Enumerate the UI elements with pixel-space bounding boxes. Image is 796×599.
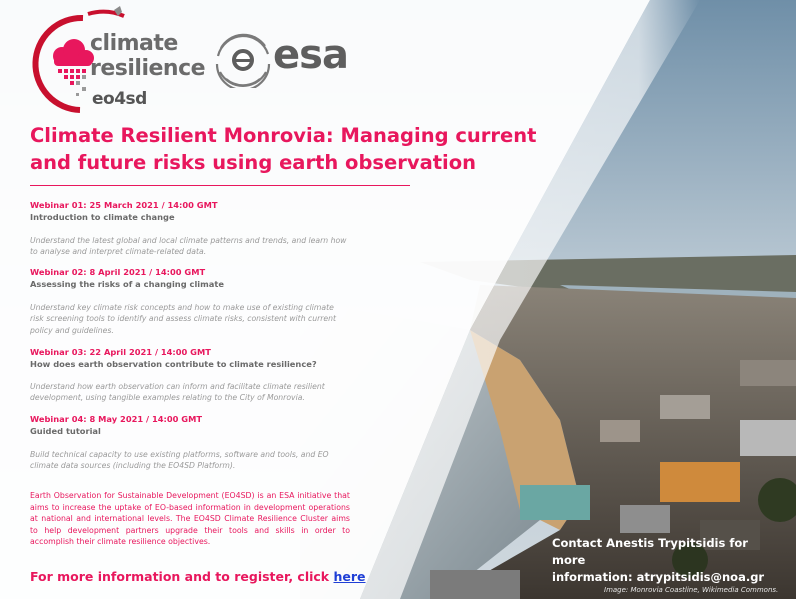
esa-logo [215,30,375,92]
logo-word-climate: climate [90,31,178,56]
image-credit: Image: Monrovia Coastline, Wikimedia Commons. [604,586,779,594]
register-line [30,569,366,584]
page-title: Climate Resilient Monrovia: Managing current and future risks using earth observation [30,124,537,174]
contact-line-2: information: atrypitsidis@noa.gr [552,570,765,584]
eo4sd-about-paragraph: Earth Observation for Sustainable Development (EO4SD) is an ESA initiative that aims to increase the uptake of EO-based information in development operations at national and international levels. The EO4SD Climate Resilience Cluster aims to help development partners upgrade their tools and skills in order to accomplish their climate resilience objectives. [30,491,350,547]
webinar-03-heading: Webinar 03: 22 April 2021 / 14:00 GMT [30,347,211,357]
webinar-02-subtitle: Assessing the risks of a changing climate [30,279,224,289]
webinar-02-description: Understand key climate risk concepts and how to make use of existing climate risk screening tools to identify and assess climate risks, consistent with current policy and guidelines. [30,303,337,335]
esa-globe-icon [215,32,271,88]
webinar-03-description: Understand how earth observation can inform and facilitate climate resilient development, using tangible examples relating to the City of Monrovia. [30,382,325,403]
title-divider [30,185,410,186]
webinar-04-subtitle: Guided tutorial [30,426,101,436]
register-text: For more information and to register, click [30,569,334,584]
webinar-01-description: Understand the latest global and local climate patterns and trends, and learn how to analyse and interpret climate-related data. [30,236,347,257]
webinar-03-subtitle: How does earth observation contribute to climate resilience? [30,359,317,369]
webinar-04-heading: Webinar 04: 8 May 2021 / 14:00 GMT [30,414,202,424]
webinar-01-subtitle: Introduction to climate change [30,212,175,222]
webinar-04-description: Build technical capacity to use existing platforms, software and tools, and EO climate data sources (including the EO4SD Platform). [30,450,329,471]
webinar-01-heading: Webinar 01: 25 March 2021 / 14:00 GMT [30,200,218,210]
logo-word-eo4sd: eo4sd [92,89,147,109]
esa-wordmark: esa [273,32,348,78]
register-here-link[interactable]: here [333,569,366,584]
webinar-02-heading: Webinar 02: 8 April 2021 / 14:00 GMT [30,267,206,277]
logo-word-resilience: resilience [90,56,206,81]
climate-resilience-logo [28,6,206,118]
contact-line-1: Contact Anestis Trypitsidis for more [552,536,748,567]
contact-info [552,535,782,586]
